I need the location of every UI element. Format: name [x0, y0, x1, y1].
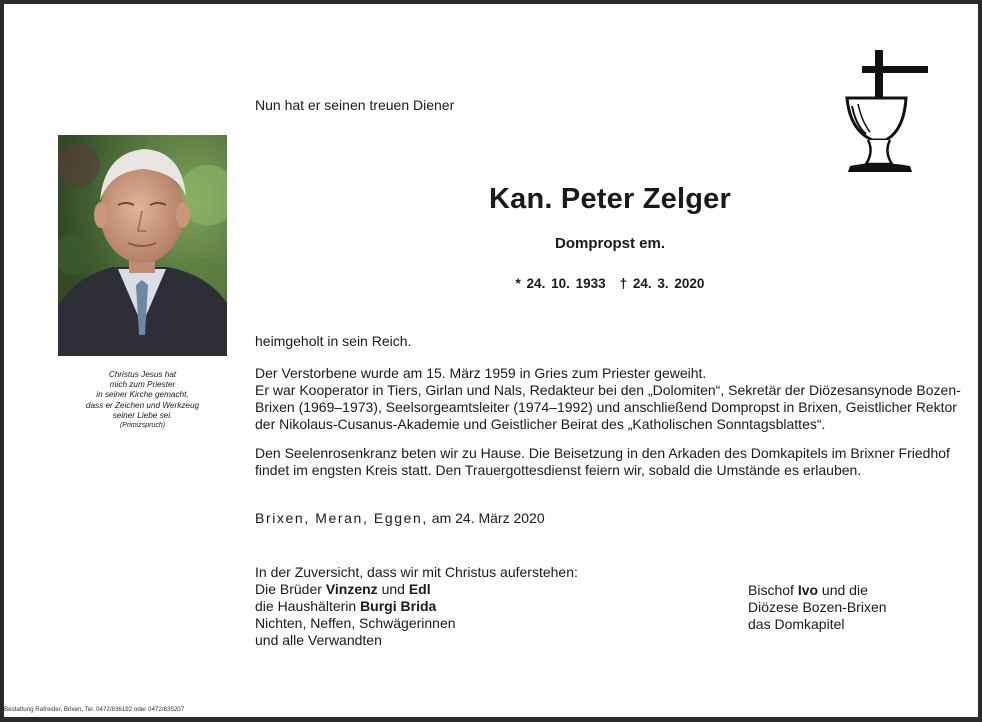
survivors-heading: In der Zuversicht, dass wir mit Christus auferstehen: — [255, 564, 578, 580]
birth-date: * 24. 10. 1933 — [515, 276, 606, 291]
survivors-relatives: und alle Verwandten — [255, 632, 382, 648]
paragraph-line: Der Verstorbene wurde am 15. März 1959 in Gries zum Priester geweiht. — [255, 365, 707, 381]
funeral-paragraph — [255, 445, 970, 479]
primiz-quote — [58, 370, 227, 431]
funeral-home-footer: Bestattung Rafreider, Brixen, Tel. 0472/836192 oder 0472/835207 — [4, 706, 185, 713]
bishop-suffix: und die — [818, 582, 868, 598]
and-word: und — [377, 581, 409, 597]
deceased-name: Kan. Peter Zelger — [489, 183, 731, 215]
death-date: † 24. 3. 2020 — [619, 276, 705, 291]
brothers-prefix: Die Brüder — [255, 581, 326, 597]
life-dates — [255, 276, 965, 291]
quote-source: (Primizspruch) — [119, 422, 166, 430]
place-date-text: am 24. März 2020 — [431, 510, 545, 526]
paragraph-line: findet im engsten Kreis statt. Den Trauergottesdienst feiern wir, sobald die Umstände es erlauben. — [255, 462, 862, 478]
portrait-photo — [58, 135, 227, 356]
quote-line: seiner Liebe sei. — [112, 410, 173, 420]
paragraph-line: Er war Kooperator in Tiers, Girlan und Nals, Redakteur bei den „Dolomiten“, Sekretär der Diözesansynode Bozen- — [255, 382, 961, 398]
quote-line: mich zum Priester — [109, 380, 176, 390]
bishop-name: Ivo — [797, 582, 819, 598]
intro-text: Nun hat er seinen treuen Diener — [255, 97, 455, 113]
home-text: heimgeholt in sein Reich. — [255, 333, 412, 349]
cross-chalice-icon — [840, 48, 932, 178]
biography-paragraph — [255, 365, 970, 433]
brother-name: Edl — [408, 581, 431, 597]
place-date — [255, 510, 545, 526]
deceased-title: Dompropst em. — [554, 235, 665, 252]
quote-line: Christus Jesus hat — [108, 370, 177, 379]
clergy-diocese: Diözese Bozen-Brixen — [748, 599, 887, 615]
survivors-relatives: Nichten, Neffen, Schwägerinnen — [255, 615, 456, 631]
brother-name: Vinzenz — [325, 581, 378, 597]
paragraph-line: der Nikolaus-Cusanus-Akademie und Geistlicher Beirat des „Katholischen Sonntagsblattes“. — [255, 416, 826, 432]
quote-line: dass er Zeichen und Werkzeug — [85, 400, 200, 410]
paragraph-line: Brixen (1969–1973), Seelsorgeamtsleiter (1974–1992) und anschließend Dompropst in Brixen, Geistlicher Rektor — [255, 399, 957, 415]
paragraph-line: Den Seelenrosenkranz beten wir zu Hause. Die Beisetzung in den Arkaden des Domkapitels im Brixner Friedhof — [255, 445, 950, 461]
housekeeper-name: Burgi Brida — [360, 598, 437, 614]
housekeeper-prefix: die Haushälterin — [255, 598, 361, 614]
clergy-chapter: das Domkapitel — [748, 616, 845, 632]
survivors-brothers — [255, 581, 578, 598]
place-cities: Brixen, Meran, Eggen, — [255, 510, 428, 526]
survivors-housekeeper — [255, 598, 578, 615]
survivors-block — [255, 564, 578, 649]
clergy-bishop — [748, 582, 887, 599]
bishop-prefix: Bischof — [748, 582, 798, 598]
clergy-block — [748, 582, 887, 633]
quote-line: in seiner Kirche gemacht, — [96, 390, 189, 400]
